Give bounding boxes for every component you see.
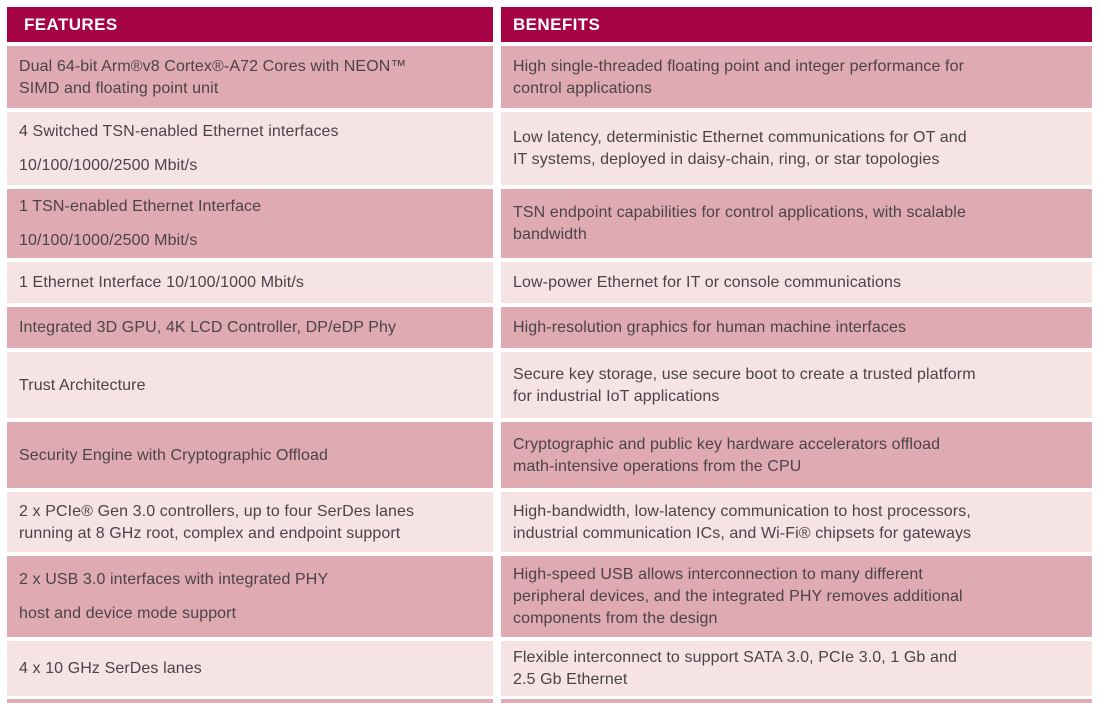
benefit-cell: High-speed USB allows interconnection to many different peripheral devices, and the integrated PHY removes additional components from the design [501,556,1092,637]
table-body [7,46,1092,696]
table-row [7,46,1092,108]
feature-cell: Security Engine with Cryptographic Offload [7,422,493,488]
column-gutter [493,7,501,42]
benefit-cell: Secure key storage, use secure boot to create a trusted platform for industrial IoT applications [501,352,1092,418]
table-row [7,556,1092,637]
column-gutter [493,262,501,303]
column-gutter [493,492,501,552]
feature-cell: 4 x 10 GHz SerDes lanes [7,641,493,696]
features-column-header: FEATURES [7,7,493,42]
benefit-cell: High-resolution graphics for human machine interfaces [501,307,1092,348]
column-gutter [493,46,501,108]
table-row [7,492,1092,552]
column-gutter [493,112,501,185]
benefit-cell: High-bandwidth, low-latency communication to host processors, industrial communication ICs, and Wi-Fi® chipsets for gateways [501,492,1092,552]
column-gutter [493,556,501,637]
feature-cell: 1 TSN-enabled Ethernet Interface 10/100/1000/2500 Mbit/s [7,189,493,258]
benefit-cell: Cryptographic and public key hardware accelerators offload math-intensive operations from the CPU [501,422,1092,488]
column-gutter [493,307,501,348]
feature-cell: Dual 64-bit Arm®v8 Cortex®-A72 Cores with NEON™ SIMD and floating point unit [7,46,493,108]
benefit-cell: Low-power Ethernet for IT or console communications [501,262,1092,303]
feature-cell: 2 x USB 3.0 interfaces with integrated PHY host and device mode support [7,556,493,637]
table-row [7,112,1092,185]
feature-benefit-table [7,7,1092,703]
benefit-cell: TSN endpoint capabilities for control applications, with scalable bandwidth [501,189,1092,258]
table-header-row [7,7,1092,42]
benefit-cell: High single-threaded floating point and integer performance for control applications [501,46,1092,108]
benefit-cell: Flexible interconnect to support SATA 3.0, PCIe 3.0, 1 Gb and 2.5 Gb Ethernet [501,641,1092,696]
feature-cell: 1 Ethernet Interface 10/100/1000 Mbit/s [7,262,493,303]
feature-cell: Integrated 3D GPU, 4K LCD Controller, DP/eDP Phy [7,307,493,348]
feature-cell: 4 Switched TSN-enabled Ethernet interfaces 10/100/1000/2500 Mbit/s [7,112,493,185]
column-gutter [493,352,501,418]
column-gutter [493,422,501,488]
benefit-cell: Low latency, deterministic Ethernet communications for OT and IT systems, deployed in daisy-chain, ring, or star topologies [501,112,1092,185]
feature-cell: 2 x PCIe® Gen 3.0 controllers, up to four SerDes lanes running at 8 GHz root, complex and endpoint support [7,492,493,552]
table-row [7,641,1092,696]
column-gutter [493,641,501,696]
table-row [7,352,1092,418]
benefits-column-header: BENEFITS [501,7,1092,42]
column-gutter [493,189,501,258]
feature-cell: Trust Architecture [7,352,493,418]
table-row [7,422,1092,488]
table-row [7,307,1092,348]
table-row [7,189,1092,258]
table-row [7,262,1092,303]
